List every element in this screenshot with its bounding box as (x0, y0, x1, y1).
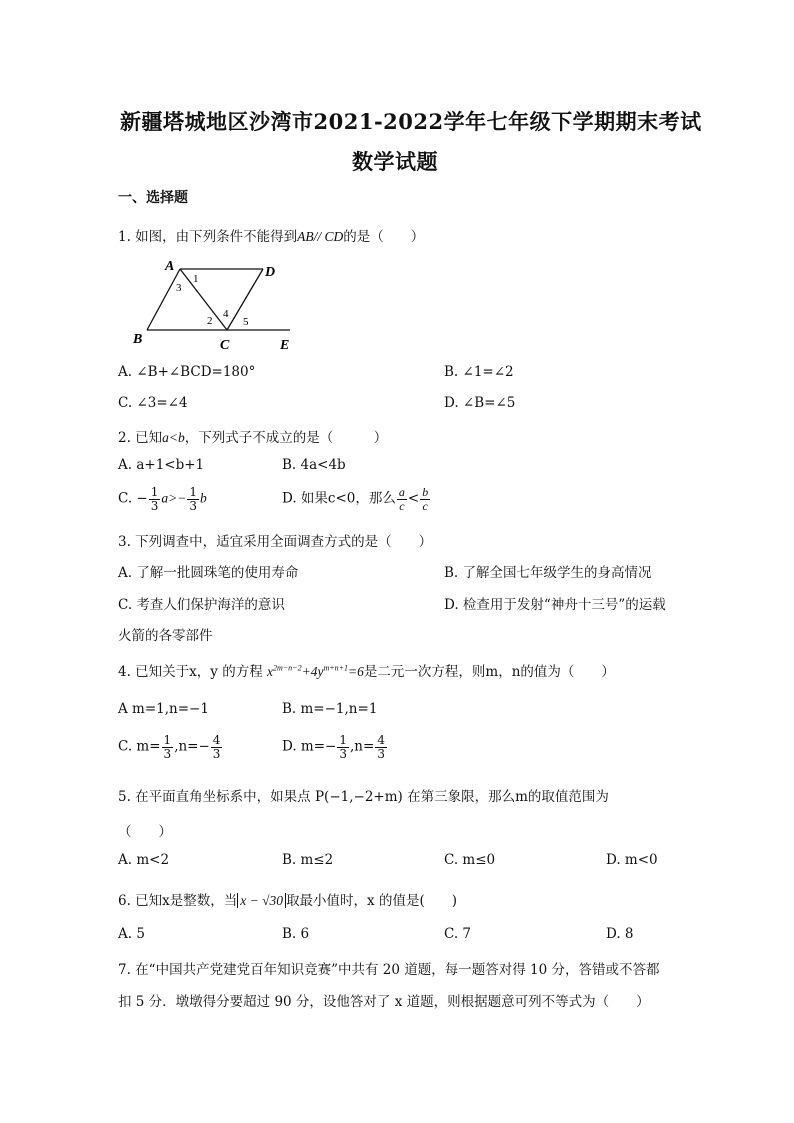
question-2-math: a<b (162, 430, 185, 445)
eq-x: x (267, 664, 273, 679)
question-2-option-c (118, 486, 207, 512)
question-1-math: AB// CD (297, 229, 344, 244)
question-4-option-c-prefix: C. m= (118, 738, 161, 755)
page-title-line2: 数学试题 (352, 149, 438, 174)
question-2-stem-end: ，下列式子不成立的是（ ） (184, 430, 388, 446)
fraction (420, 486, 430, 512)
question-6-option-a: A. 5 (118, 926, 145, 942)
question-2-stem-text: 2. 已知 (118, 430, 163, 446)
question-1-stem-text: 1. 如图，由下列条件不能得到 (118, 229, 298, 245)
question-3-option-c: C. 考查人们保护海洋的意识 (118, 597, 285, 613)
fraction-numerator: a (398, 485, 405, 499)
line-ac (180, 269, 227, 330)
question-2-option-d-text: D. 如果c<0，那么 (282, 490, 396, 507)
question-2-stem (118, 426, 387, 446)
question-2-option-c-prefix: C. − (118, 490, 148, 507)
eq-y-exponent: m+n+1 (323, 663, 349, 673)
question-1-figure (125, 255, 305, 355)
fraction-denominator: 3 (339, 746, 347, 761)
question-3-option-a: A. 了解一批圆珠笔的使用寿命 (118, 565, 299, 581)
angle-label-3: 3 (176, 282, 182, 294)
question-6-absolute-value: x − √30 (237, 893, 286, 908)
eq-rhs: =6 (348, 664, 364, 679)
question-6-option-c: C. 7 (444, 926, 472, 942)
question-1-option-a: A. ∠B+∠BCD=180° (118, 364, 256, 380)
question-4-stem-end: 是二元一次方程，则m，n的值为（ ） (363, 664, 615, 680)
question-6-stem-end: 取最小值时，x 的值是( ) (286, 893, 458, 909)
fraction (337, 734, 349, 760)
section-heading: 一、选择题 (118, 190, 188, 206)
question-4-option-b: B. m=−1,n=1 (282, 701, 378, 717)
point-label-b: B (133, 332, 143, 347)
question-4-option-d-prefix: D. m=− (282, 738, 337, 755)
question-4-option-c-mid: ,n=− (174, 738, 210, 755)
fraction-numerator: 4 (377, 733, 385, 747)
question-5-paren: （ ） (118, 824, 172, 840)
fraction-denominator: 3 (189, 498, 198, 513)
question-7-stem-line1: 7. 在“中国共产党建党百年知识竞赛”中共有 20 道题，每一题答对得 10 分，答错或不答都 (118, 962, 660, 978)
question-4-option-d (282, 734, 388, 760)
question-6-option-d: D. 8 (606, 926, 634, 942)
eq-y-term: +4y (301, 664, 324, 679)
question-2-option-c-mid: a>− (161, 490, 187, 506)
question-4-option-a: A m=1,n=−1 (118, 701, 209, 717)
fraction (375, 734, 387, 760)
question-1-option-d: D. ∠B=∠5 (444, 395, 516, 411)
fraction-numerator: 1 (339, 733, 347, 747)
angle-label-2: 2 (207, 315, 213, 327)
question-6-stem-text: 6. 已知x是整数，当 (118, 893, 238, 909)
question-5-stem: 5. 在平面直角坐标系中，如果点 P(−1,−2+m) 在第三象限，那么m的取值范围为 (118, 789, 609, 805)
angle-label-5: 5 (243, 316, 249, 328)
question-4-option-d-mid: ,n= (350, 738, 375, 755)
fraction-denominator: 3 (150, 498, 159, 513)
question-2-option-d (282, 486, 431, 512)
question-6-stem (118, 889, 457, 909)
fraction (149, 486, 161, 512)
question-4-stem (118, 660, 615, 680)
question-3-option-b: B. 了解全国七年级学生的身高情况 (444, 565, 652, 581)
question-1-option-b: B. ∠1=∠2 (444, 364, 514, 380)
question-6-option-b: B. 6 (282, 926, 310, 942)
angle-label-1: 1 (193, 273, 199, 285)
fraction-numerator: 4 (212, 733, 221, 747)
question-1-option-c: C. ∠3=∠4 (118, 395, 188, 411)
less-than-sign: < (407, 490, 420, 507)
question-3-stem: 3. 下列调查中，适宜采用全面调查方式的是（ ） (118, 534, 433, 550)
question-2-option-b: B. 4a<4b (282, 457, 346, 473)
angle-label-4: 4 (223, 308, 229, 320)
point-label-c: C (220, 338, 230, 353)
fraction-numerator: b (422, 485, 429, 499)
page-title-line1: 新疆塔城地区沙湾市2021-2022学年七年级下学期期末考试 (120, 109, 702, 134)
question-4-option-c (118, 734, 223, 760)
eq-x-exponent: 2m−n−2 (273, 663, 302, 673)
question-7-stem-line2: 扣 5 分．墩墩得分要超过 90 分，设他答对了 x 道题，则根据题意可列不等式为（ ） (118, 994, 650, 1010)
question-1-stem-end: 的是（ ） (343, 229, 425, 245)
fraction-numerator: 1 (189, 485, 198, 499)
fraction-numerator: 1 (150, 485, 159, 499)
fraction (397, 486, 407, 512)
question-3-option-d-cont: 火箭的各零部件 (118, 628, 213, 644)
question-2-option-c-end: b (200, 490, 207, 506)
question-4-equation (267, 664, 364, 679)
question-3-option-d: D. 检查用于发射“神舟十三号”的运载 (444, 597, 666, 613)
fraction-denominator: 3 (163, 746, 172, 761)
question-1-stem (118, 225, 424, 245)
question-4-stem-text: 4. 已知关于x，y 的方程 (118, 664, 263, 680)
question-5-option-b: B. m≤2 (282, 852, 334, 868)
fraction-numerator: 1 (163, 733, 172, 747)
fraction (187, 486, 199, 512)
fraction (211, 734, 223, 760)
fraction-denominator: c (399, 498, 405, 513)
fraction-denominator: 3 (377, 746, 385, 761)
fraction-denominator: 3 (212, 746, 221, 761)
point-label-d: D (265, 265, 276, 280)
question-5-option-d: D. m<0 (606, 852, 658, 868)
point-label-e: E (280, 338, 290, 353)
question-5-option-c: C. m≤0 (444, 852, 496, 868)
fraction-denominator: c (422, 498, 428, 513)
point-label-a: A (165, 259, 175, 274)
question-5-option-a: A. m<2 (118, 852, 170, 868)
line-ab (147, 269, 180, 330)
fraction (162, 734, 174, 760)
question-2-option-a: A. a+1<b+1 (118, 457, 205, 473)
